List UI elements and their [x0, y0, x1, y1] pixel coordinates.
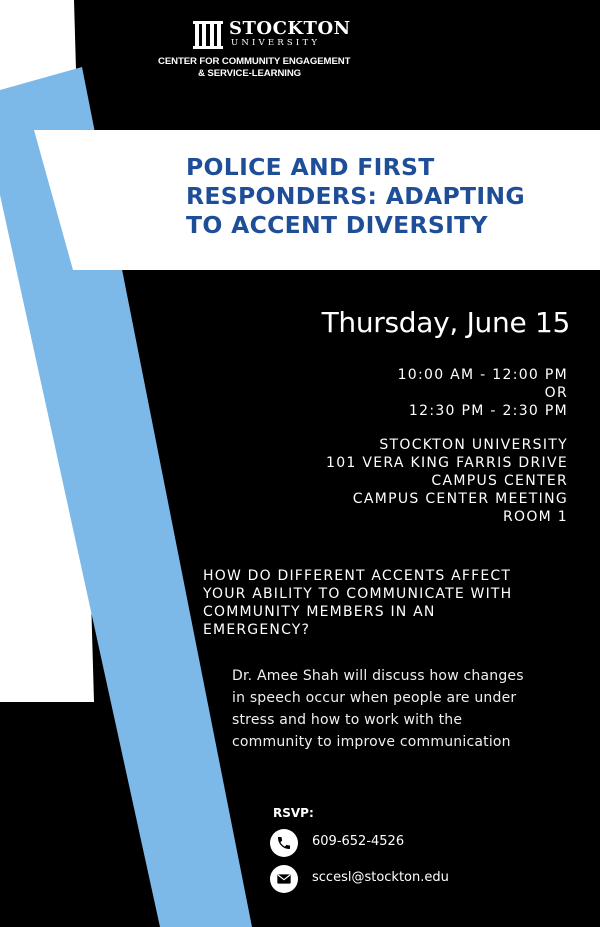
location-line: CAMPUS CENTER [431, 473, 568, 489]
event-location [326, 436, 568, 526]
location-line: CAMPUS CENTER MEETING [352, 491, 568, 507]
time-slot-1: 10:00 AM - 12:00 PM [397, 367, 568, 383]
stockton-tree-logo-icon [193, 21, 223, 49]
phone-icon [270, 829, 298, 857]
description-line: in speech occur when people are under [232, 690, 517, 706]
description-line: stress and how to work with the [232, 712, 463, 728]
logo-subword: UNIVERSITY [231, 38, 321, 48]
location-line: STOCKTON UNIVERSITY [379, 437, 568, 453]
envelope-icon [270, 865, 298, 893]
event-question [203, 567, 583, 639]
location-line: 101 VERA KING FARRIS DRIVE [326, 455, 568, 471]
email-address[interactable]: sccesl@stockton.edu [312, 870, 449, 885]
time-or: OR [544, 385, 568, 401]
logo-row [193, 20, 363, 50]
description-line: Dr. Amee Shah will discuss how changes [232, 668, 524, 684]
logo-wordmark: STOCKTON [229, 18, 351, 39]
event-description [232, 665, 582, 753]
rsvp-label: RSVP: [273, 806, 314, 820]
title-line: TO ACCENT DIVERSITY [186, 211, 488, 239]
question-line: HOW DO DIFFERENT ACCENTS AFFECT [203, 568, 512, 584]
question-line: YOUR ABILITY TO COMMUNICATE WITH [203, 586, 513, 602]
event-times [398, 366, 568, 420]
question-line: EMERGENCY? [203, 622, 311, 638]
phone-number[interactable]: 609-652-4526 [312, 834, 405, 849]
center-subname: & SERVICE-LEARNING [198, 68, 302, 79]
title-line: RESPONDERS: ADAPTING [186, 182, 525, 210]
location-line: ROOM 1 [502, 509, 568, 525]
title-line: POLICE AND FIRST [186, 153, 435, 181]
description-line: community to improve communication [232, 734, 511, 750]
center-name: CENTER FOR COMMUNITY ENGAGEMENT [158, 56, 351, 67]
event-title [186, 153, 586, 240]
question-line: COMMUNITY MEMBERS IN AN [203, 604, 436, 620]
time-slot-2: 12:30 PM - 2:30 PM [408, 403, 568, 419]
event-date: Thursday, June 15 [321, 306, 570, 339]
